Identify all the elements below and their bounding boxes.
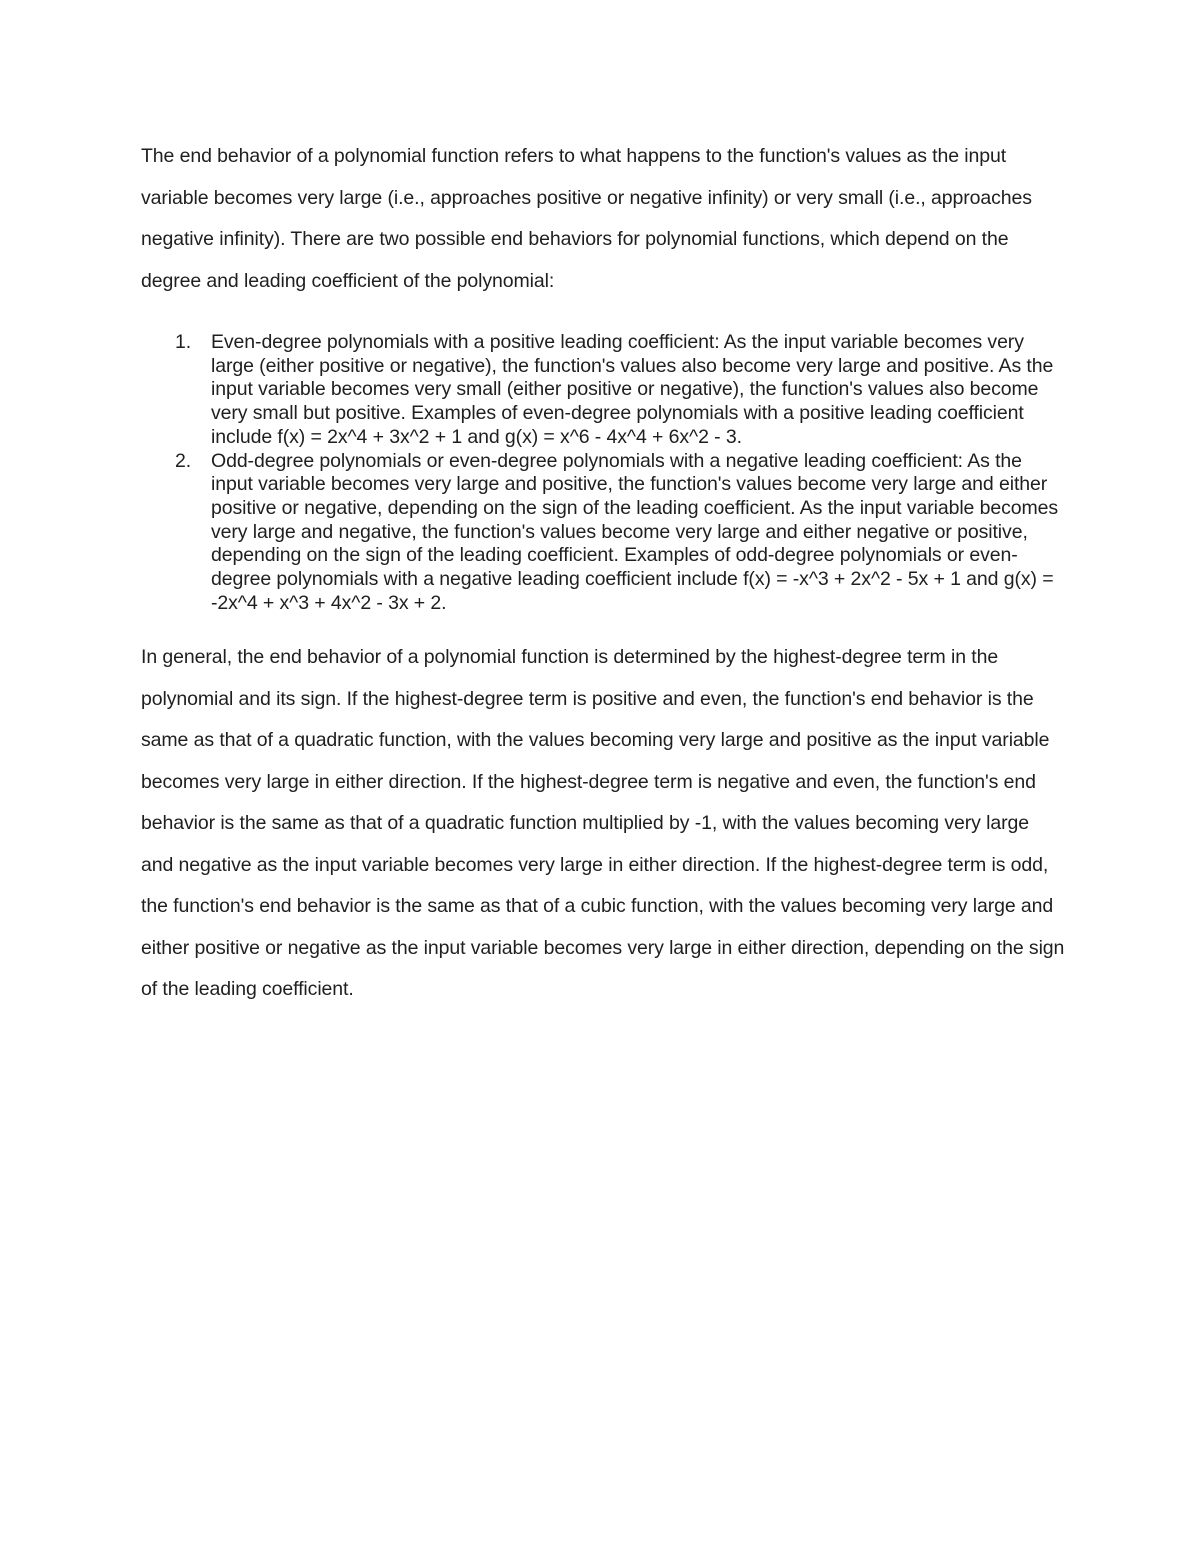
intro-paragraph: The end behavior of a polynomial function refers to what happens to the function's values as the input variable becomes very large (i.e., approaches positive or negative infinity) or very small (i.e., approaches negative infinity). There are two possible end behaviors for polynomial functions, which depend on the degree and leading coefficient of the polynomial:: [141, 145, 1032, 292]
list-item: [141, 331, 1066, 450]
end-behavior-list: [141, 331, 1066, 615]
list-item-number: 2.: [175, 449, 192, 472]
list-item: [141, 450, 1066, 616]
conclusion-paragraph: In general, the end behavior of a polynomial function is determined by the highest-degree term in the polynomial and its sign. If the highest-degree term is positive and even, the function's end behavior is the same as that of a quadratic function, with the values becoming very large and positive as the input variable becomes very large in either direction. If the highest-degree term is negative and even, the function's end behavior is the same as that of a quadratic function multiplied by -1, with the values becoming very large and negative as the input variable becomes very large in either direction. If the highest-degree term is odd, the function's end behavior is the same as that of a cubic function, with the values becoming very large and either positive or negative as the input variable becomes very large in either direction, depending on the sign of the leading coefficient.: [141, 646, 1065, 1001]
list-item-text: Even-degree polynomials with a positive leading coefficient: As the input variable becomes very large (either positive or negative), the function's values also become very large and positive. As the input variable becomes very small (either positive or negative), the function's values also become very small but positive. Examples of even-degree polynomials with a positive leading coefficient include f(x) = 2x^4 + 3x^2 + 1 and g(x) = x^6 - 4x^4 + 6x^2 - 3.: [211, 331, 1054, 448]
list-item-text: Odd-degree polynomials or even-degree polynomials with a negative leading coefficient: As the input variable becomes very large and positive, the function's values become very large and either positive or negative, depending on the sign of the leading coefficient. As the input variable becomes very large and negative, the function's values become very large and either negative or positive, depending on the sign of the leading coefficient. Examples of odd-degree polynomials or even-degree polynomials with a negative leading coefficient include f(x) = -x^3 + 2x^2 - 5x + 1 and g(x) = -2x^4 + x^3 + 4x^2 - 3x + 2.: [211, 449, 1059, 614]
list-item-number: 1.: [175, 331, 192, 353]
document-body: [141, 136, 1066, 1011]
